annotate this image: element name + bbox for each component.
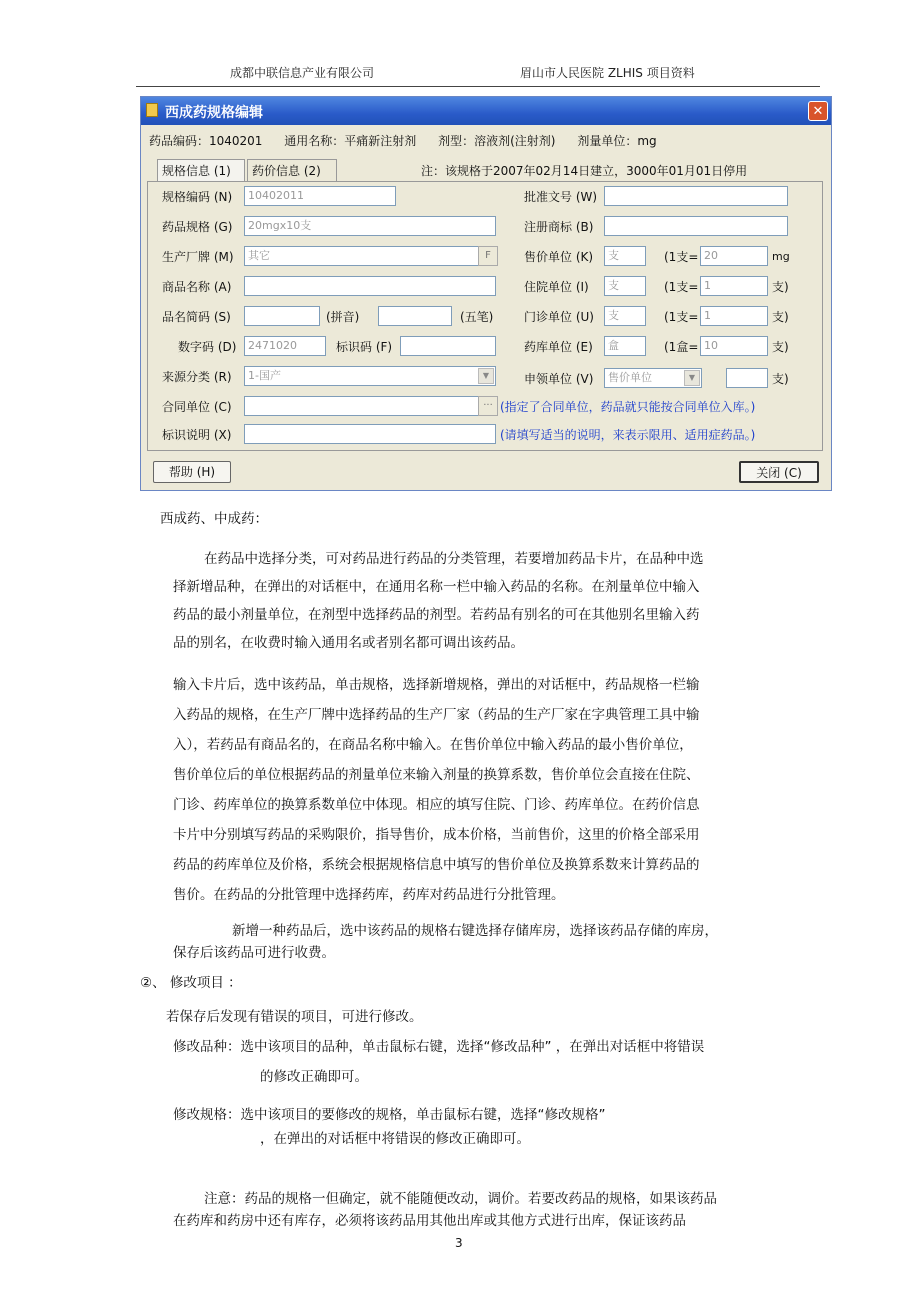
para1-line4: 品的别名，在收费时输入通用名或者别名都可调出该药品。 [173,635,524,651]
section-heading: ②、 修改项目 ： [140,975,242,991]
label-mark-desc: 标识说明 (X) [162,428,232,442]
para3-line1: 新增一种药品后，选中该药品的规格右键选择存储库房，选择该药品存储的库房， [232,923,718,939]
spec-info-panel [147,181,823,451]
dosage-form: 剂型：溶液剂(注射剂) [438,134,556,148]
mark-desc-input[interactable] [244,424,496,444]
sell-unit-input[interactable]: 支 [604,246,646,266]
header-company: 成都中联信息产业有限公司 [230,66,375,80]
spec-edit-dialog [140,96,832,491]
store-ratio-input[interactable]: 10 [700,336,768,356]
tab-price-info[interactable]: 药价信息 (2) [247,159,337,181]
para2-line6: 卡片中分别填写药品的采购限价，指导售价，成本价格，当前售价，这里的价格全部采用 [173,827,700,843]
outpatient-unit-input[interactable]: 支 [604,306,646,326]
sell-ratio-input[interactable]: 20 [700,246,768,266]
para2-line2: 入药品的规格，在生产厂牌中选择药品的生产厂家（药品的生产厂家在字典管理工具中输 [173,707,700,723]
pinyin-code-input[interactable] [244,306,320,326]
store-unit-input[interactable]: 盒 [604,336,646,356]
mark-desc-hint: (请填写适当的说明，来表示限用、适用症药品。) [500,428,756,442]
drug-code: 药品编码：1040201 [149,134,263,148]
request-unit-value: 售价单位 [608,371,652,384]
source-select[interactable] [244,366,496,386]
mark-code-input[interactable] [400,336,496,356]
chevron-down-icon[interactable]: ▼ [684,370,700,386]
contract-hint: (指定了合同单位，药品就只能按合同单位入库。) [500,400,756,414]
sell-ratio-unit: mg [772,250,790,263]
label-request-unit: 申领单位 (V) [524,372,594,386]
label-sell-unit: 售价单位 (K) [524,250,594,264]
page-number: 3 [455,1236,463,1250]
label-trade-name: 商品名称 (A) [162,280,232,294]
caption: 西成药、中成药： [160,511,268,527]
inpatient-ratio-input[interactable]: 1 [700,276,768,296]
source-value: 1-国产 [248,369,281,382]
label-short-code: 品名简码 (S) [162,310,231,324]
para1-line3: 药品的最小剂量单位，在剂型中选择药品的剂型。若药品有别名的可在其他别名里输入药 [173,607,700,623]
chevron-down-icon[interactable]: ▼ [478,368,494,384]
digit-code-input[interactable]: 2471020 [244,336,326,356]
para2-line8: 售价。在药品的分批管理中选择药库，药库对药品进行分批管理。 [173,887,565,903]
spec-input[interactable]: 20mgx10支 [244,216,496,236]
label-contract: 合同单位 (C) [162,400,232,414]
store-ratio-prefix: (1盒= [664,340,699,354]
contract-browse-button[interactable]: ··· [478,396,498,416]
wubi-code-input[interactable] [378,306,452,326]
app-icon [146,103,158,117]
request-unit-select[interactable] [604,368,702,388]
inpatient-ratio-unit: 支) [772,280,789,294]
inpatient-ratio-prefix: (1支= [664,280,699,294]
para2-line4: 售价单位后的单位根据药品的剂量单位来输入剂量的换算系数，售价单位会直接在住院、 [173,767,700,783]
label-outpatient-unit: 门诊单位 (U) [524,310,594,324]
para2-line7: 药品的药库单位及价格，系统会根据规格信息中填写的售价单位及换算系数来计算药品的 [173,857,700,873]
drug-info-bar [149,132,675,149]
trademark-input[interactable] [604,216,788,236]
outpatient-ratio-unit: 支) [772,310,789,324]
store-ratio-unit: 支) [772,340,789,354]
request-ratio-input[interactable] [726,368,768,388]
para2-line3: 入），若药品有商品名的，在商品名称中输入。在售价单位中输入药品的最小售价单位， [173,737,693,753]
para5-line1: 修改品种：选中该项目的品种，单击鼠标右键，选择“修改品种” ，在弹出对话框中将错误 [173,1039,705,1055]
para5-line2: 的修改正确即可。 [260,1069,368,1085]
maker-input[interactable]: 其它 [244,246,496,266]
label-source: 来源分类 (R) [162,370,232,384]
label-spec: 药品规格 (G) [162,220,233,234]
approval-input[interactable] [604,186,788,206]
spec-date-note: 注：该规格于2007年02月14日建立，3000年01月01日停用 [421,164,748,178]
para3-line2: 保存后该药品可进行收费。 [173,945,335,961]
sell-ratio-prefix: (1支= [664,250,699,264]
request-ratio-unit: 支) [772,372,789,386]
outpatient-ratio-prefix: (1支= [664,310,699,324]
close-icon[interactable]: ✕ [808,101,828,121]
label-pinyin: (拼音) [326,310,360,324]
inpatient-unit-input[interactable]: 支 [604,276,646,296]
label-digit-code: 数字码 (D) [178,340,237,354]
para1-line2: 择新增品种，在弹出的对话框中，在通用名称一栏中输入药品的名称。在剂量单位中输入 [173,579,700,595]
tab-spec-info[interactable]: 规格信息 (1) [157,159,245,181]
dose-unit: 剂量单位：mg [577,134,657,148]
maker-select-button[interactable]: F [478,246,498,266]
label-mark-code: 标识码 (F) [336,340,393,354]
contract-input[interactable] [244,396,496,416]
para1-line1: 在药品中选择分类，可对药品进行药品的分类管理，若要增加药品卡片，在品种中选 [204,551,704,567]
para7-line2: 在药库和药房中还有库存，必须将该药品用其他出库或其他方式进行出库，保证该药品 [173,1213,686,1229]
header-project: 眉山市人民医院 ZLHIS 项目资料 [520,66,695,80]
trade-name-input[interactable] [244,276,496,296]
label-wubi: (五笔) [460,310,494,324]
help-button[interactable]: 帮助 (H) [153,461,231,483]
label-spec-code: 规格编码 (N) [162,190,233,204]
para7-line1: 注意：药品的规格一但确定，就不能随便改动，调价。若要改药品的规格，如果该药品 [204,1191,717,1207]
label-maker: 生产厂牌 (M) [162,250,234,264]
spec-code-input[interactable]: 10402011 [244,186,396,206]
para2-line1: 输入卡片后，选中该药品，单击规格，选择新增规格，弹出的对话框中，药品规格一栏输 [173,677,700,693]
dialog-titlebar[interactable] [141,97,831,125]
outpatient-ratio-input[interactable]: 1 [700,306,768,326]
label-approval: 批准文号 (W) [524,190,598,204]
generic-name: 通用名称：平痛新注射剂 [284,134,417,148]
close-button[interactable]: 关闭 (C) [739,461,819,483]
dialog-title: 西成药规格编辑 [165,105,263,121]
para6-line2: ，在弹出的对话框中将错误的修改正确即可。 [260,1131,530,1147]
para6-line1: 修改规格：选中该项目的要修改的规格，单击鼠标右键，选择“修改规格” [173,1107,606,1123]
label-inpatient-unit: 住院单位 (I) [524,280,589,294]
para4: 若保存后发现有错误的项目，可进行修改。 [166,1009,423,1025]
header-rule [136,86,820,87]
label-trademark: 注册商标 (B) [524,220,594,234]
label-store-unit: 药库单位 (E) [524,340,593,354]
para2-line5: 门诊、药库单位的换算系数单位中体现。相应的填写住院、门诊、药库单位。在药价信息 [173,797,700,813]
